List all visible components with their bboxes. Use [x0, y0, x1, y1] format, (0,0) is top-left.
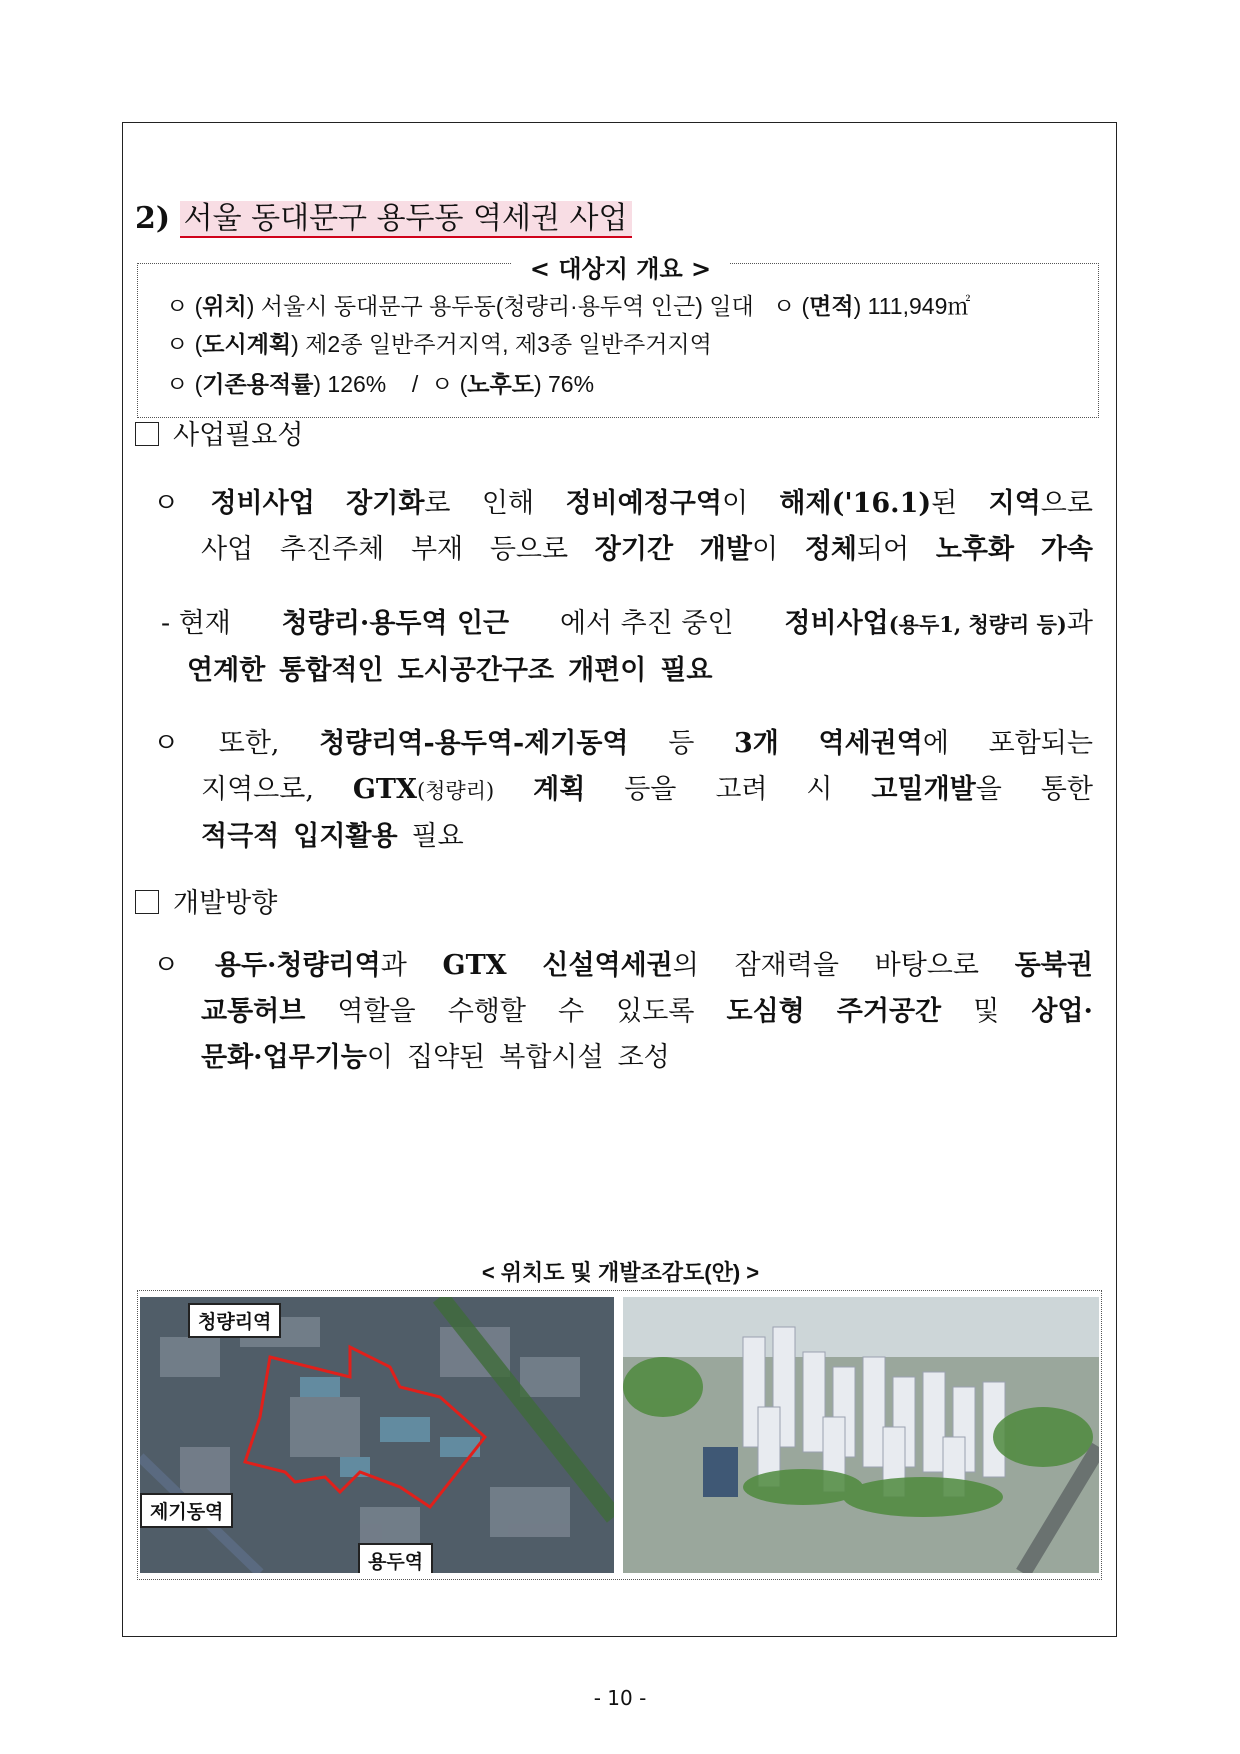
heading-direction: 개발방향: [135, 881, 277, 920]
label-jegidong: 제기동역: [140, 1493, 233, 1528]
label-cheongnyangni: 청량리역: [188, 1303, 281, 1338]
development-rendering-image: [623, 1297, 1099, 1573]
figure-box: [137, 1290, 1102, 1580]
necessity-paragraph-2: - 현재 청량리·용두역 인근 에서 추진 중인 정비사업(용두1, 청량리 등)과 연계한 통합적인 도시공간구조 개편이 필요: [161, 608, 1093, 686]
section-number: 2): [135, 201, 171, 236]
overview-line-plan: ㅇ (도시계획) 제2종 일반주거지역, 제3종 일반주거지역: [166, 331, 712, 357]
necessity-paragraph-1: ㅇ 정비사업 장기화로 인해 정비예정구역이 해제('16.1)된 지역으로 사업 추진주체 부재 등으로 장기간 개발이 정체되어 노후화 가속: [153, 488, 1093, 565]
figure-caption: < 위치도 및 개발조감도(안) >: [481, 1260, 760, 1285]
heading-necessity: 사업필요성: [135, 413, 303, 452]
content-frame: [122, 122, 1117, 1637]
location-map-image: [140, 1297, 614, 1573]
rendering-graphic: [623, 1297, 1099, 1573]
checkbox-square-icon: [135, 890, 159, 914]
direction-paragraph: ㅇ 용두·청량리역과 GTX 신설역세권의 잠재력을 바탕으로 동북권 교통허브 역할을 수행할 수 있도록 도심형 주거공간 및 상업· 문화·업무기능이 집약된 복합시설 조성: [153, 950, 1093, 1073]
section-title-text: 서울 동대문구 용두동 역세권 사업: [180, 201, 632, 238]
checkbox-square-icon: [135, 422, 159, 446]
overview-title: < 대상지 개요 >: [123, 249, 1118, 284]
overview-box: [137, 263, 1099, 418]
aerial-photo-graphic: [140, 1297, 614, 1573]
overview-line-location: ㅇ (위치) 서울시 동대문구 용두동(청량리·용두역 인근) 일대 ㅇ (면적) 111,949㎡: [166, 293, 971, 319]
label-yongdu: 용두역: [358, 1543, 433, 1573]
necessity-paragraph-3: ㅇ 또한, 청량리역-용두역-제기동역 등 3개 역세권역에 포함되는 지역으로, GTX(청량리) 계획 등을 고려 시 고밀개발을 통한 적극적 입지활용 필요: [153, 728, 1093, 852]
page-number: - 10 -: [593, 1686, 647, 1710]
section-title: [135, 193, 632, 237]
overview-line-ratio: ㅇ (기존용적률) 126% / ㅇ (노후도) 76%: [166, 371, 595, 397]
